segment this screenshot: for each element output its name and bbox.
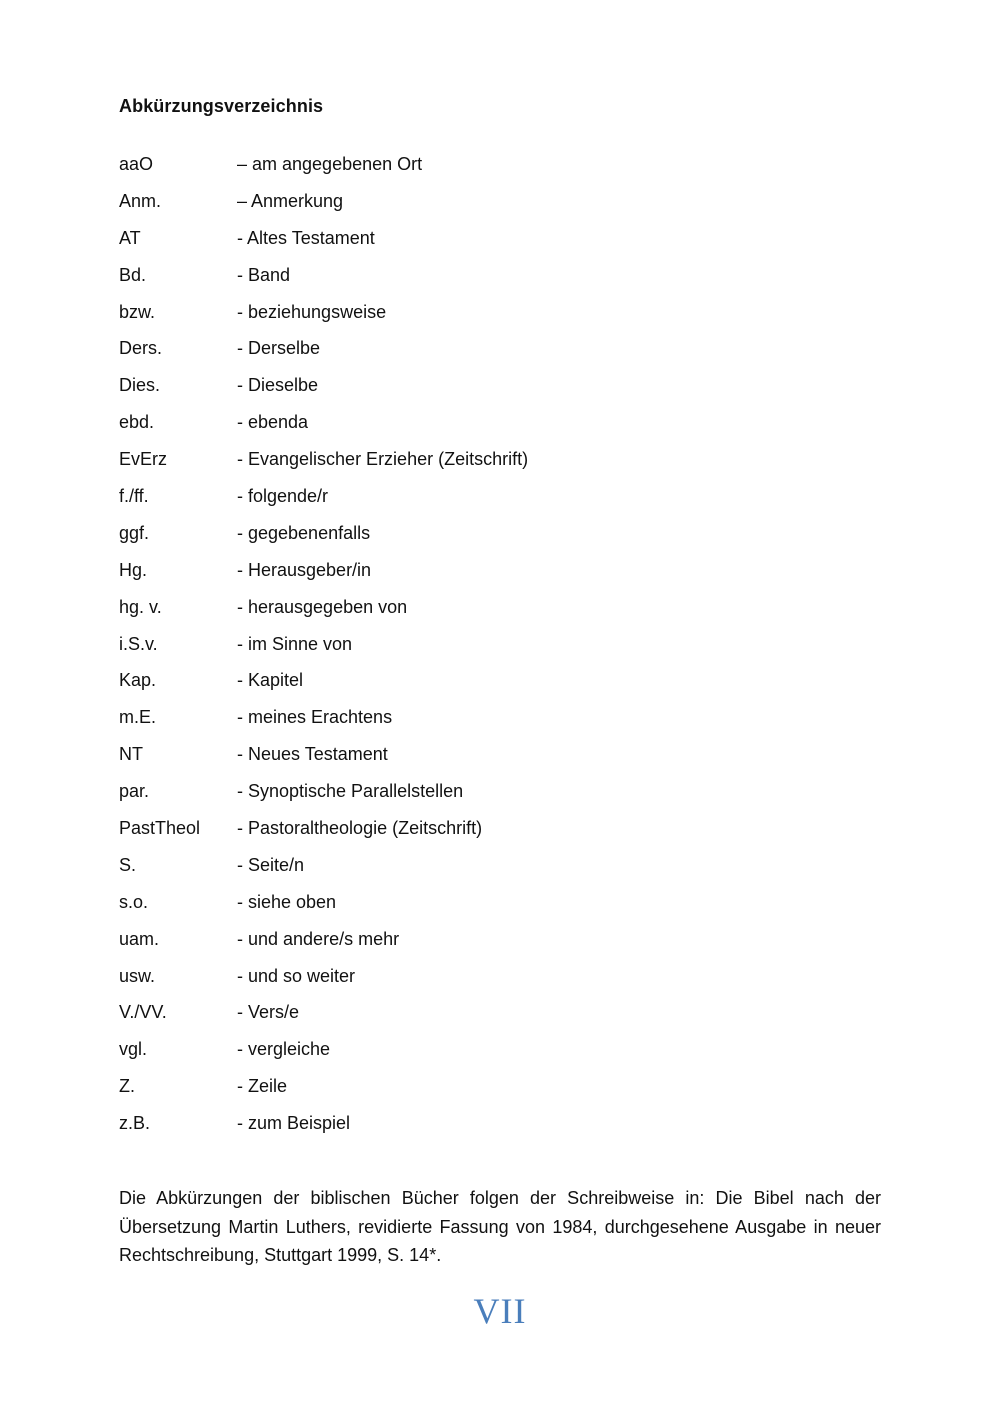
abbreviation-term: NT	[119, 744, 143, 765]
abbreviation-term: Ders.	[119, 338, 163, 359]
abbreviation-definition: - Band	[237, 264, 291, 285]
abbreviation-term: Bd.	[119, 264, 147, 285]
abbreviation-row	[119, 816, 889, 853]
abbreviation-definition: – Anmerkung	[237, 190, 344, 211]
abbreviation-definition: - und so weiter	[237, 965, 356, 986]
abbreviation-term: Kap.	[119, 670, 157, 691]
abbreviation-term: V./VV.	[119, 1002, 167, 1023]
abbreviation-definition: - Kapitel	[237, 670, 304, 691]
abbreviation-definition: - meines Erachtens	[237, 707, 393, 728]
abbreviation-definition: - beziehungsweise	[237, 301, 387, 322]
abbreviation-definition: - herausgegeben von	[237, 596, 408, 617]
abbreviation-definition: - Herausgeber/in	[237, 559, 372, 580]
abbreviation-row	[119, 410, 889, 447]
abbreviation-row	[119, 152, 889, 189]
abbreviation-term: s.o.	[119, 891, 149, 912]
abbreviation-definition: - folgende/r	[237, 486, 329, 507]
abbreviation-definition: - Altes Testament	[237, 227, 375, 248]
abbreviation-row	[119, 632, 889, 669]
abbreviation-row	[119, 263, 889, 300]
abbreviation-term: S.	[119, 854, 137, 875]
abbreviation-row	[119, 558, 889, 595]
abbreviation-term: bzw.	[119, 301, 156, 322]
abbreviation-definition: - vergleiche	[237, 1039, 331, 1060]
abbreviation-row	[119, 595, 889, 632]
abbreviation-row	[119, 521, 889, 558]
abbreviation-definition: - Derselbe	[237, 338, 321, 359]
abbreviation-definition: - Zeile	[237, 1076, 288, 1097]
abbreviation-term: i.S.v.	[119, 633, 158, 654]
abbreviation-row	[119, 964, 889, 1001]
abbreviation-list	[119, 152, 889, 1148]
abbreviation-term: ggf.	[119, 522, 150, 543]
abbreviation-definition: - und andere/s mehr	[237, 928, 400, 949]
abbreviation-definition: - Evangelischer Erzieher (Zeitschrift)	[237, 449, 529, 470]
abbreviation-row	[119, 373, 889, 410]
abbreviation-term: usw.	[119, 965, 156, 986]
abbreviation-definition: - siehe oben	[237, 891, 337, 912]
abbreviation-term: Z.	[119, 1076, 135, 1097]
abbreviation-row	[119, 1074, 889, 1111]
abbreviation-row	[119, 1037, 889, 1074]
abbreviation-row	[119, 226, 889, 263]
abbreviation-row	[119, 779, 889, 816]
bible-abbreviation-note: Die Abkürzungen der biblischen Bücher folgen der Schreibweise in: Die Bibel nach der Übersetzung Martin Luthers, revidierte Fassung von 1984, durchgesehene Ausgabe in neuer Rechtschreibung, Stuttgart 1999, S. 14*.	[119, 1188, 881, 1265]
abbreviation-definition: - im Sinne von	[237, 633, 353, 654]
abbreviation-definition: - Dieselbe	[237, 375, 319, 396]
page-number: VII	[473, 1291, 527, 1331]
abbreviation-row	[119, 742, 889, 779]
abbreviation-definition: - gegebenenfalls	[237, 522, 371, 543]
abbreviation-row	[119, 927, 889, 964]
abbreviation-definition: – am angegebenen Ort	[237, 154, 423, 174]
abbreviation-row	[119, 189, 889, 226]
abbreviation-definition: - Synoptische Parallelstellen	[237, 781, 464, 802]
abbreviation-term: m.E.	[119, 707, 157, 728]
abbreviation-term: Dies.	[119, 375, 161, 396]
abbreviation-term: vgl.	[119, 1039, 148, 1060]
abbreviation-definition: - ebenda	[237, 412, 309, 433]
abbreviation-row	[119, 1111, 889, 1148]
abbreviation-term: ebd.	[119, 412, 155, 433]
abbreviation-term: Anm.	[119, 190, 162, 211]
abbreviation-row	[119, 890, 889, 927]
abbreviation-term: aaO	[119, 154, 154, 174]
abbreviation-term: AT	[119, 227, 141, 248]
abbreviation-row	[119, 447, 889, 484]
abbreviation-definition: - Seite/n	[237, 854, 305, 875]
abbreviation-term: Hg.	[119, 559, 148, 580]
abbreviation-definition: - zum Beispiel	[237, 1113, 351, 1134]
abbreviation-definition: - Pastoraltheologie (Zeitschrift)	[237, 818, 483, 839]
abbreviation-row	[119, 484, 889, 521]
abbreviation-row	[119, 300, 889, 337]
abbreviation-term: par.	[119, 781, 150, 802]
abbreviation-term: EvErz	[119, 449, 168, 470]
abbreviation-row	[119, 1000, 889, 1037]
abbreviation-term: uam.	[119, 928, 160, 949]
abbreviation-definition: - Vers/e	[237, 1002, 300, 1023]
abbreviation-row	[119, 668, 889, 705]
abbreviation-definition: - Neues Testament	[237, 744, 388, 765]
abbreviation-term: PastTheol	[119, 818, 201, 839]
abbreviation-term: hg. v.	[119, 596, 162, 617]
abbreviation-row	[119, 705, 889, 742]
abbreviation-term: z.B.	[119, 1113, 151, 1134]
abbreviation-row	[119, 853, 889, 890]
abbreviation-row	[119, 336, 889, 373]
page-title: Abkürzungsverzeichnis	[119, 96, 324, 116]
abbreviation-term: f./ff.	[119, 486, 149, 507]
